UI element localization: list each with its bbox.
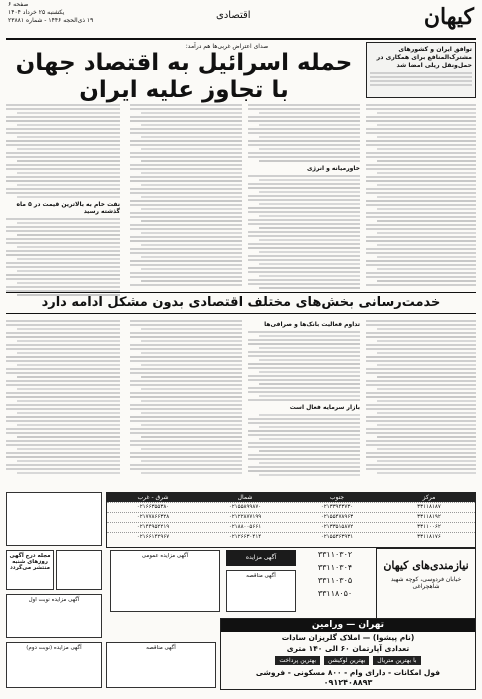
estate-units: تعدادی آپارتمان ۶۰ الی ۱۴۰ متری bbox=[286, 644, 410, 653]
small-ad-1: آگهی مزایده bbox=[226, 550, 296, 566]
article-column-3 bbox=[130, 102, 242, 288]
second-column-2 bbox=[248, 318, 360, 478]
page-number: صفحه ۶ bbox=[8, 1, 29, 8]
ad-phone-numbers: ۳۳۱۱۰۳۰۲ ۳۳۱۱۰۳۰۴ ۳۳۱۱۰۳۰۵ ۳۳۱۱۸۰۵۰ bbox=[317, 550, 353, 598]
left-ad-1: مجله درج آگهی روزهای شنبه منتشر می‌گردد bbox=[6, 550, 54, 590]
article-subhead-left: نفت خام به بالاترین قیمت در ۵ ماه گذشته رسید bbox=[16, 201, 120, 215]
headline-line-2: با تجاوز علیه ایران bbox=[79, 77, 289, 103]
second-subhead-b: بازار سرمایه فعال است bbox=[289, 404, 360, 411]
left-ad-list bbox=[6, 492, 102, 546]
left-ad-2 bbox=[56, 550, 102, 590]
small-ad-4: آگهی مزایده نوبت اول bbox=[6, 594, 102, 638]
second-column-4 bbox=[6, 318, 120, 476]
date-hijri: ۱۹ ذی‌الحجه ۱۴۴۶ - شماره ۲۳۸۸۱ bbox=[8, 17, 94, 24]
table-row: ۳۳۱۱۸۱۹۲ ۰۲۱۵۵۴۷۸۹۶۳ ۰۲۱۲۲۸۷۷۱۹۹ ۰۲۱۷۷۸۶۶۳۲۸ bbox=[107, 512, 475, 522]
kayhan-ads-sub: خیابان فردوسی، کوچه شهید شاهچراغی bbox=[390, 576, 462, 590]
ad-phone-table bbox=[106, 492, 476, 548]
estate-name: (نام پیشوا) — املاک گلریزان سادات bbox=[281, 633, 415, 642]
small-ad-5: آگهی مزایده (نوبت دوم) bbox=[6, 642, 102, 688]
classified-ads bbox=[6, 492, 476, 692]
table-row: ۳۳۱۱۸۱۸۷ ۰۲۱۳۳۹۴۳۷۳۰ ۰۲۱۵۵۸۹۹۸۷۰ ۰۲۱۶۶۳۵۵۳۸۰ bbox=[107, 502, 475, 512]
small-ad-6: آگهی مناقصه bbox=[106, 642, 216, 688]
table-row: ۳۳۱۱۸۱۷۶ ۰۲۱۵۵۳۶۳۹۳۱ ۰۲۱۲۶۶۳۰۴۱۴ ۰۲۱۶۶۱۴۲۹۶۷ bbox=[107, 532, 475, 542]
table-row: ۳۳۱۱۰۰۶۲ ۰۲۱۳۳۵۱۵۸۷۲ ۰۲۱۸۸۰۰۵۶۶۱ ۰۲۱۴۴۹۵۲۲۱۹ bbox=[107, 522, 475, 532]
date: یکشنبه ۲۵ خرداد ۱۴۰۴ bbox=[8, 9, 65, 16]
estate-title: تهران — ورامین bbox=[221, 619, 475, 632]
masthead bbox=[6, 1, 476, 40]
sidebox-title: توافق ایران و کشورهای مشترک‌المنافع برای همکاری در حمل‌ونقل ریلی امضا شد bbox=[376, 46, 472, 69]
article-column-4 bbox=[6, 102, 120, 298]
section-title: اقتصادی bbox=[216, 10, 251, 21]
kayhan-logo: کیهان bbox=[423, 4, 474, 30]
kayhan-ads-title: نیازمندی‌های کیهان bbox=[383, 559, 469, 572]
second-subhead-a: تداوم فعالیت بانک‌ها و صرافی‌ها bbox=[264, 321, 360, 328]
estate-ad bbox=[220, 618, 476, 690]
small-ad-3: آگهی مزایده عمومی bbox=[110, 550, 220, 612]
small-ad-2: آگهی مناقصه bbox=[226, 570, 296, 612]
article-column-1 bbox=[366, 102, 476, 288]
main-headline bbox=[8, 50, 360, 104]
second-headline: خدمت‌رسانی بخش‌های مختلف اقتصادی بدون مشکل ادامه دارد bbox=[6, 292, 476, 314]
estate-features: با بهترین متریال بهترین لوکیشن بهترین پرداخت bbox=[221, 656, 475, 665]
estate-extra: فول امکانات - دارای وام - ۸۰۰ مسکونی - فروشی bbox=[255, 668, 441, 677]
second-column-1 bbox=[366, 318, 476, 476]
headline-line-1: حمله اسرائیل به اقتصاد جهان bbox=[15, 50, 353, 76]
article-column-2 bbox=[248, 102, 360, 291]
headline-kicker: صدای اعتراض غربی‌ها هم درآمد: bbox=[185, 43, 269, 50]
ad-table-header: مرکز جنوب شمال شرق - غرب bbox=[107, 493, 475, 502]
second-column-3 bbox=[130, 318, 242, 476]
lead-sidebox bbox=[366, 42, 476, 98]
dateline bbox=[8, 9, 93, 25]
estate-phone: ۰۹۱۲۴۰۸۸۹۳ bbox=[323, 678, 373, 687]
article-subhead: خاورمیانه و انرژی bbox=[307, 165, 360, 172]
